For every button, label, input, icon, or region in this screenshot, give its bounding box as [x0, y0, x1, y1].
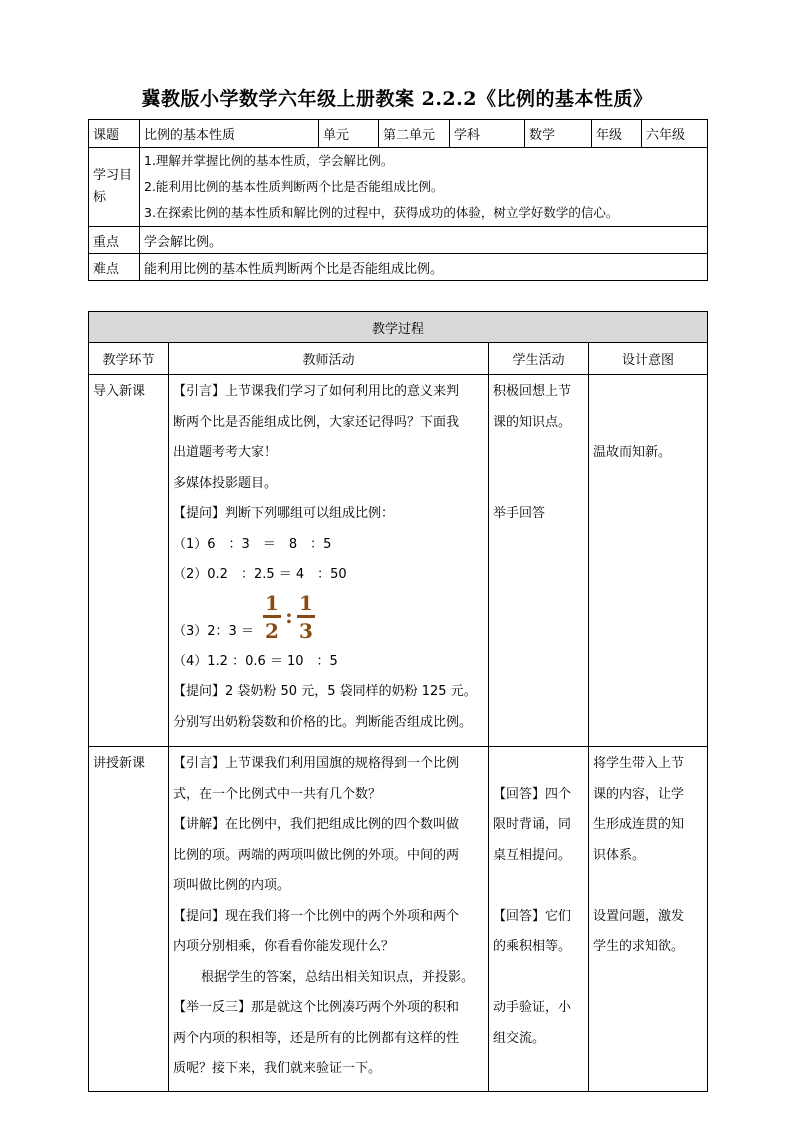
text-line: （1）6 ：3 ＝ 8 ：5	[173, 536, 332, 552]
frac2-bar	[297, 615, 315, 618]
text-line: 【讲解】在比例中，我们把组成比例的四个数叫做	[173, 817, 460, 832]
text-line: 项叫做比例的内项。	[173, 878, 291, 893]
teacher-activity-lecture	[169, 747, 489, 1092]
fraction-ratio-item: （3）2：3 ＝ 1 2 : 1 3	[173, 591, 484, 647]
text-line: （4）1.2 ：0.6 ＝ 10 ：5	[173, 653, 338, 669]
process-table	[88, 311, 708, 1092]
document-title: 冀教版小学数学六年级上册教案 2.2.2《比例的基本性质》	[141, 88, 653, 110]
design-intent-lecture: 将学生带入上节 课的内容，让学 生形成连贯的知 识体系。 设置问题，激发 学生的求知欲。	[589, 747, 708, 1092]
goal-item: 2.能利用比例的基本性质判断两个比是否能组成比例。	[144, 179, 444, 194]
text-line: 断两个比是否能组成比例，大家还记得吗？下面我	[173, 414, 460, 430]
text-line: 【引言】上节课我们利用国旗的规格得到一个比例	[173, 756, 460, 771]
text-line: 【举一反三】那是就这个比例凑巧两个外项的积和	[173, 1000, 460, 1015]
course-info-table	[88, 119, 708, 281]
label-difficulty: 难点	[89, 254, 140, 281]
text-line: 两个内项的积相等，还是所有的比例都有这样的性	[173, 1030, 460, 1046]
col-teacher-header: 教师活动	[169, 343, 489, 375]
text-line: 【提问】判断下列哪组可以组成比例：	[173, 506, 395, 521]
ratio-colon: :	[285, 603, 293, 628]
goal-item: 1.理解并掌握比例的基本性质，学会解比例。	[144, 153, 394, 168]
key-value: 学会解比例。	[140, 227, 708, 254]
label-key: 重点	[89, 227, 140, 254]
label-course: 课题	[89, 120, 140, 148]
text-line: 多媒体投影题目。	[173, 475, 278, 491]
frac1-bar	[263, 615, 281, 618]
process-heading: 教学过程	[89, 312, 708, 343]
col-intent-header: 设计意图	[589, 343, 708, 375]
text-line: （2）0.2 ：2.5 ＝ 4 ：50	[173, 567, 347, 582]
difficulty-value: 能利用比例的基本性质判断两个比是否能组成比例。	[140, 254, 708, 281]
label-subject: 学科	[450, 120, 525, 148]
grade-value: 六年级	[642, 120, 708, 148]
text-line: 式，在一个比例式中一共有几个数？	[173, 786, 382, 802]
frac1-denominator: 2	[265, 618, 279, 643]
label-unit: 单元	[319, 120, 379, 148]
text-line: 根据学生的答案，总结出相关知识点，并投影。	[201, 969, 475, 985]
teacher-activity-intro	[169, 375, 489, 747]
text-line: 比例的项。两端的两项叫做比例的外项。中间的两	[173, 847, 460, 863]
text-line: 【提问】现在我们将一个比例中的两个外项和两个	[173, 908, 460, 924]
col-student-header: 学生活动	[489, 343, 589, 375]
course-value: 比例的基本性质	[140, 120, 319, 148]
col-stage-header: 教学环节	[89, 343, 169, 375]
text-line: 内项分别相乘，你看看你能发现什么？	[173, 939, 395, 954]
unit-value: 第二单元	[379, 120, 450, 148]
fraction-ratio-graphic	[261, 589, 321, 645]
subject-value: 数学	[525, 120, 592, 148]
label-goals: 学习目标	[89, 148, 140, 227]
frac2-denominator: 3	[299, 618, 313, 643]
stage-intro: 导入新课	[89, 375, 169, 747]
frac1-numerator: 1	[265, 590, 279, 615]
text-line: 【引言】上节课我们学习了如何利用比的意义来判	[173, 384, 460, 399]
student-activity-intro: 积极回想上节 课的知识点。 举手回答	[489, 375, 589, 747]
goal-item: 3.在探索比例的基本性质和解比例的过程中，获得成功的体验，树立学好数学的信心。	[144, 205, 619, 220]
text-line: 质呢？接下来，我们就来验证一下。	[173, 1061, 382, 1076]
text-line: 分别写出奶粉袋数和价格的比。判断能否组成比例。	[173, 714, 473, 730]
student-activity-lecture: 【回答】四个 限时背诵，同 桌互相提问。 【回答】它们 的乘积相等。 动手验证，小 组交流。	[489, 747, 589, 1092]
label-grade: 年级	[592, 120, 642, 148]
text-line: 【提问】2 袋奶粉 50 元，5 袋同样的奶粉 125 元。	[173, 684, 477, 699]
frac2-numerator: 1	[299, 590, 313, 615]
design-intent-intro: 温故而知新。	[589, 375, 708, 747]
goals-cell	[140, 148, 708, 227]
stage-lecture: 讲授新课	[89, 747, 169, 1092]
text-line: 出道题考考大家！	[173, 445, 278, 460]
